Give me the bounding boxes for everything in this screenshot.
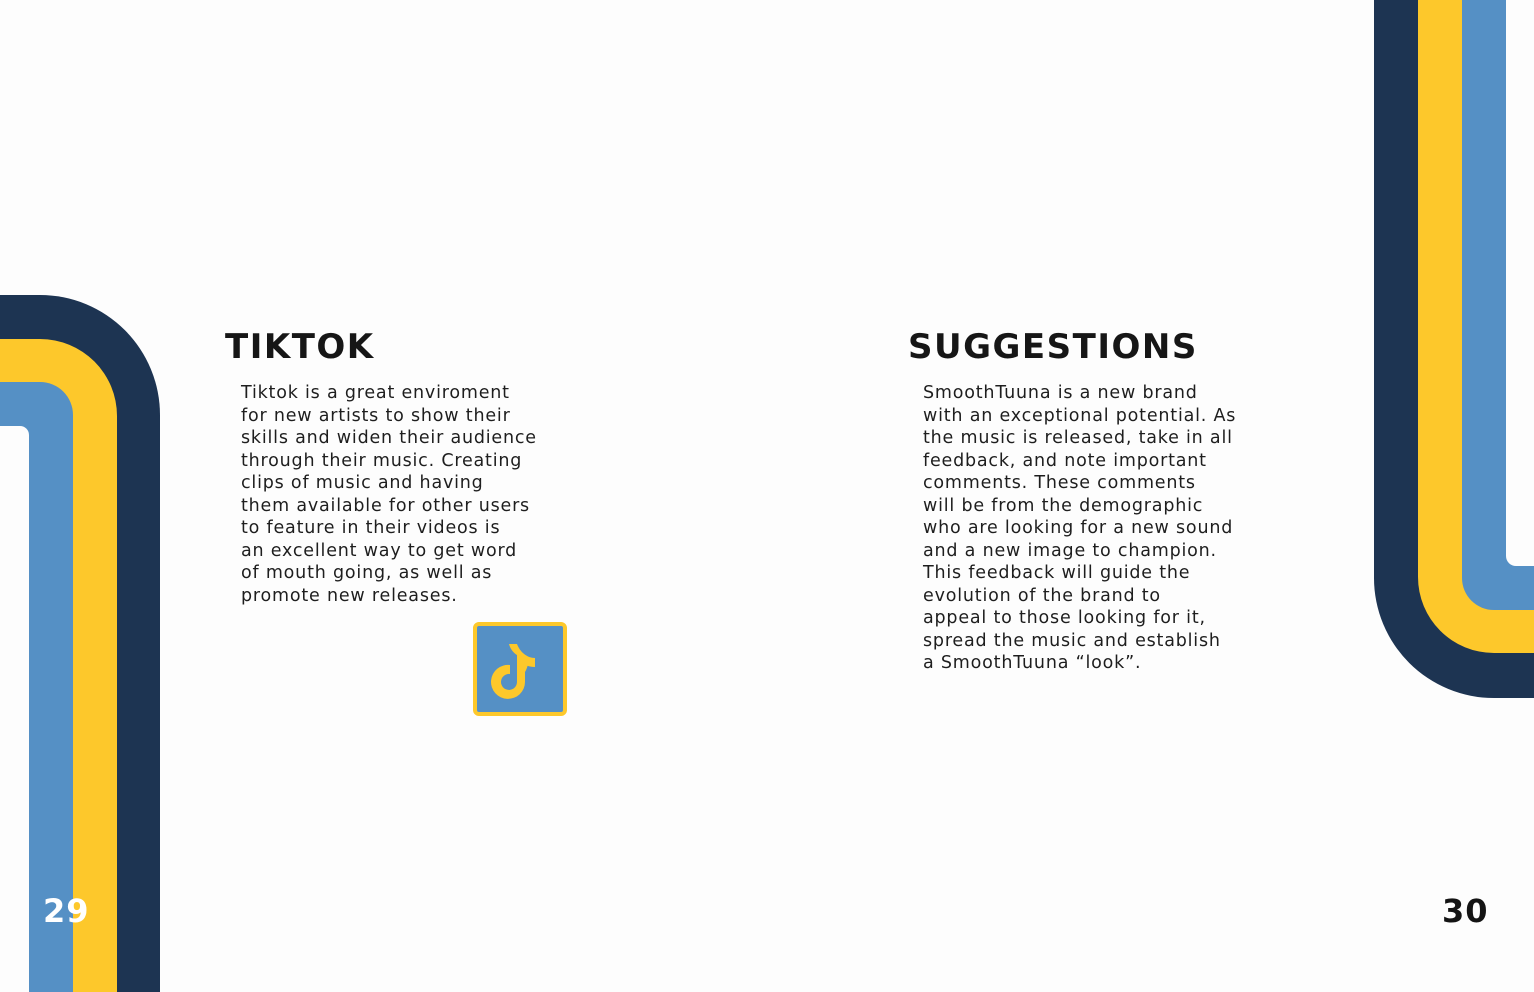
tiktok-body-line: Tiktok is a great enviroment — [241, 383, 510, 403]
tiktok-body-line: skills and widen their audience — [241, 428, 537, 448]
suggestions-body-line: and a new image to champion. — [923, 540, 1217, 561]
tiktok-body-line: them available for other users — [241, 495, 530, 516]
suggestions-body-line: SmoothTuuna is a new brand — [923, 383, 1198, 403]
tiktok-body-line: clips of music and having — [241, 473, 484, 493]
tiktok-body-line: an excellent way to get word — [241, 540, 518, 561]
suggestions-body-line: the music is released, take in all — [923, 428, 1233, 448]
page-number-right: 30 — [1442, 892, 1489, 930]
suggestions-body-line: evolution of the brand to — [923, 585, 1161, 606]
suggestions-body-line: comments. These comments — [923, 473, 1196, 493]
right-stripe-gap — [1506, 0, 1534, 566]
left-stripes — [0, 295, 160, 992]
suggestions-body-line: feedback, and note important — [923, 450, 1207, 471]
tiktok-body-line: for new artists to show their — [241, 405, 511, 426]
left-stripe-gap — [0, 426, 29, 992]
right-stripes — [1374, 0, 1534, 698]
suggestions-body-line: spread the music and establish — [923, 630, 1221, 651]
suggestions-body-line: This feedback will guide the — [923, 563, 1191, 583]
suggestions-body-line: appeal to those looking for it, — [923, 608, 1206, 628]
tiktok-body-line: to feature in their videos is — [241, 518, 501, 538]
suggestions-heading: SUGGESTIONS — [908, 327, 1198, 367]
tiktok-body-line: of mouth going, as well as — [241, 563, 493, 583]
tiktok-body-text — [241, 382, 537, 607]
tiktok-body-line: promote new releases. — [241, 585, 458, 606]
tiktok-heading: TIKTOK — [225, 327, 375, 367]
page-number-left: 29 — [43, 892, 90, 930]
suggestions-body-line: who are looking for a new sound — [923, 518, 1234, 538]
tiktok-body-line: through their music. Creating — [241, 450, 523, 471]
tiktok-logo-icon — [473, 622, 567, 716]
suggestions-body-line: will be from the demographic — [923, 495, 1204, 516]
suggestions-body-text — [923, 382, 1236, 675]
suggestions-body-line: with an exceptional potential. As — [923, 405, 1237, 426]
suggestions-body-line: a SmoothTuuna “look”. — [923, 653, 1142, 673]
